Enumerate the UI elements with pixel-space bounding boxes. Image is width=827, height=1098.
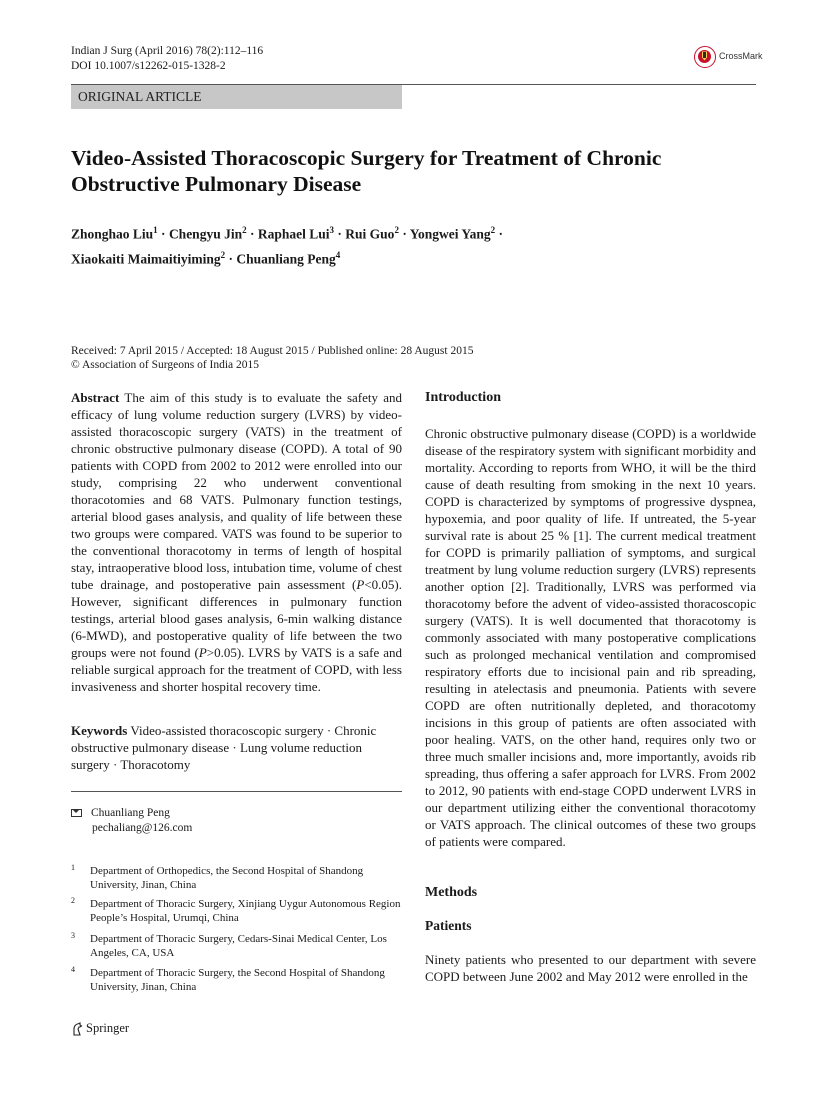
abstract-text-1: The aim of this study is to evaluate the safety and efficacy of lung volume reduction surgery (LVRS) by video-assisted thoracoscopic surgery (VATS) in the treatment of chronic obstructive pulmonary disease (COPD). A total of 90 patients with COPD from 2002 to 2012 were enrolled into our study, comprising 22 who underwent conventional thoracotomies and 68 VATS. Pulmonary function testings, arterial blood gases analysis, and quality of life between these two groups were compared. VATS was found to be superior to the conventional thoracotomy in terms of length of hospital stay, intraoperative blood loss, intubation time, volume of chest tube drainage, and postoperative pain assessment ( <box>71 390 402 592</box>
affiliation-number: 3 <box>71 931 75 940</box>
abstract-p-symbol: P <box>198 645 207 660</box>
author-name[interactable]: Chengyu Jin <box>168 226 243 242</box>
keywords-label: Keywords <box>71 723 128 738</box>
introduction-text: Chronic obstructive pulmonary disease (COPD) is a worldwide disease of the respiratory system with significant morbidity and mortality. According to reports from WHO, it will be the third cause of death resulting from smoking in the next 10 years. COPD is characterized by symptoms of progressive dyspnea, hypoxemia, and poor quality of life. If untreated, the 5-year survival rate is about 25 % [1]. The current medical treatment for COPD is primarily palliation of symptoms, and surgical treatment by lung volume reduction surgery (LVRS) represents another option [2]. Traditionally, LVRS was performed via thoracotomy before the advent of video-assisted thoracoscopic surgery (VATS). It is well documented that thoracotomy is commonly associated with many postoperative complications such as prolonged mechanical ventilation and compromised respiratory efforts due to incisional pain and rib spreading, resulting in atelectasis and pneumonia. Patients with severe COPD are often nutritionally depleted, and thoracotomy incisions in this group of patients are often associated with poor healing. VATS, on the other hand, requires only two or three much smaller incisions and, more importantly, avoids rib spreading, thus offering a safer approach for LVRS. From 2002 to 2012, 90 patients with end-stage COPD underwent LVRS in our department utilizing either the conventional thoracotomy or VATS approach. The clinical outcomes of these two groups of patients were compared. <box>425 426 756 849</box>
abstract-label: Abstract <box>71 390 120 405</box>
publication-dates <box>71 345 473 372</box>
springer-horse-icon <box>71 1022 83 1036</box>
abstract-p-symbol: P <box>356 577 365 592</box>
affiliation-text: Department of Orthopedics, the Second Hospital of Shandong University, Jinan, China <box>90 865 364 891</box>
abstract <box>71 389 402 695</box>
right-column <box>425 389 756 985</box>
title-line-2: Obstructive Pulmonary Disease <box>71 172 362 196</box>
affiliation-text: Department of Thoracic Surgery, the Second Hospital of Shandong University, Jinan, China <box>90 967 385 993</box>
author-affiliation-ref: 2 <box>490 225 496 235</box>
abstract-text-3: >0.05). LVRS by VATS is a safe and reliable surgical approach for the treatment of COPD, with less invasiveness and shorter hospital recovery time. <box>71 645 402 694</box>
affiliation-text: Department of Thoracic Surgery, Xinjiang Uygur Autonomous Region People’s Hospital, Urumqi, China <box>90 898 401 924</box>
article-type-banner: ORIGINAL ARTICLE <box>71 85 402 109</box>
affiliation-number: 2 <box>71 896 75 905</box>
author-name[interactable]: Xiaokaiti Maimaitiyiming <box>71 251 221 266</box>
author-affiliation-ref: 2 <box>220 249 226 260</box>
author-list: Zhonghao Liu$^1$ · Chengyu Jin$^2$ · Raphael Lui$^3$ · Rui Guo$^2$ · Yongwei Yang$^2$ · Xiaokaiti Maimaitiyiming$^2$ · Chuanliang Peng$^4$ <box>71 225 503 266</box>
affiliation <box>71 864 402 892</box>
affiliation <box>71 932 402 960</box>
author-affiliation-ref: 4 <box>335 249 341 260</box>
keywords-text: Video-assisted thoracoscopic surgery · Chronic obstructive pulmonary disease · Lung volume reduction surgery · Thoracotomy <box>71 723 377 772</box>
author-name[interactable]: Yongwei Yang <box>409 226 491 242</box>
affiliation-number: 4 <box>71 965 75 974</box>
author-affiliation-ref: 3 <box>329 225 335 235</box>
author-name[interactable]: Rui Guo <box>345 226 395 242</box>
author-name[interactable]: Chuanliang Peng <box>236 251 336 266</box>
article-title <box>71 145 761 197</box>
publisher-logo <box>71 1021 129 1036</box>
envelope-icon <box>71 809 82 817</box>
affiliation <box>71 966 402 994</box>
abstract-text-2: <0.05). However, significant differences in pulmonary function testings, arterial blood gases analysis, 6-min walking distance (6-MWD), and postoperative quality of life between the two groups were not found ( <box>71 577 402 660</box>
left-column <box>71 389 402 773</box>
author-affiliation-ref: 2 <box>242 225 247 235</box>
author-affiliation-ref: 1 <box>153 225 158 235</box>
author-affiliation-ref: 2 <box>394 225 399 235</box>
introduction-heading: Introduction <box>425 390 501 405</box>
correspondence-email[interactable]: pechaliang@126.com <box>92 822 193 834</box>
journal-header <box>71 44 263 74</box>
correspondence <box>71 806 192 836</box>
copyright-line: © Association of Surgeons of India 2015 <box>71 358 260 371</box>
publisher-name: Springer <box>86 1021 130 1035</box>
affiliation-text: Department of Thoracic Surgery, Cedars-Sinai Medical Center, Los Angeles, CA, USA <box>90 933 387 959</box>
footnote-rule <box>71 791 402 792</box>
patients-subheading: Patients <box>425 918 472 933</box>
affiliation <box>71 897 402 925</box>
affiliation-number: 1 <box>71 863 75 872</box>
methods-text: Ninety patients who presented to our department with severe COPD between June 2002 and May 2012 were enrolled in the <box>425 952 756 984</box>
journal-citation: Indian J Surg (April 2016) 78(2):112–116 <box>71 45 264 57</box>
crossmark-icon <box>694 46 716 68</box>
methods-heading: Methods <box>425 885 478 900</box>
title-line-1: Video-Assisted Thoracoscopic Surgery for Treatment of Chronic <box>71 146 662 170</box>
crossmark-label: CrossMark <box>719 51 763 61</box>
correspondence-name: Chuanliang Peng <box>91 807 170 819</box>
keywords <box>71 722 402 773</box>
history-dates: Received: 7 April 2015 / Accepted: 18 August 2015 / Published online: 28 August 2015 <box>71 345 474 357</box>
author-name[interactable]: Raphael Lui <box>257 226 330 242</box>
journal-doi[interactable]: DOI 10.1007/s12262-015-1328-2 <box>71 60 226 72</box>
author-name[interactable]: Zhonghao Liu <box>71 226 154 242</box>
crossmark-badge[interactable] <box>694 46 764 70</box>
